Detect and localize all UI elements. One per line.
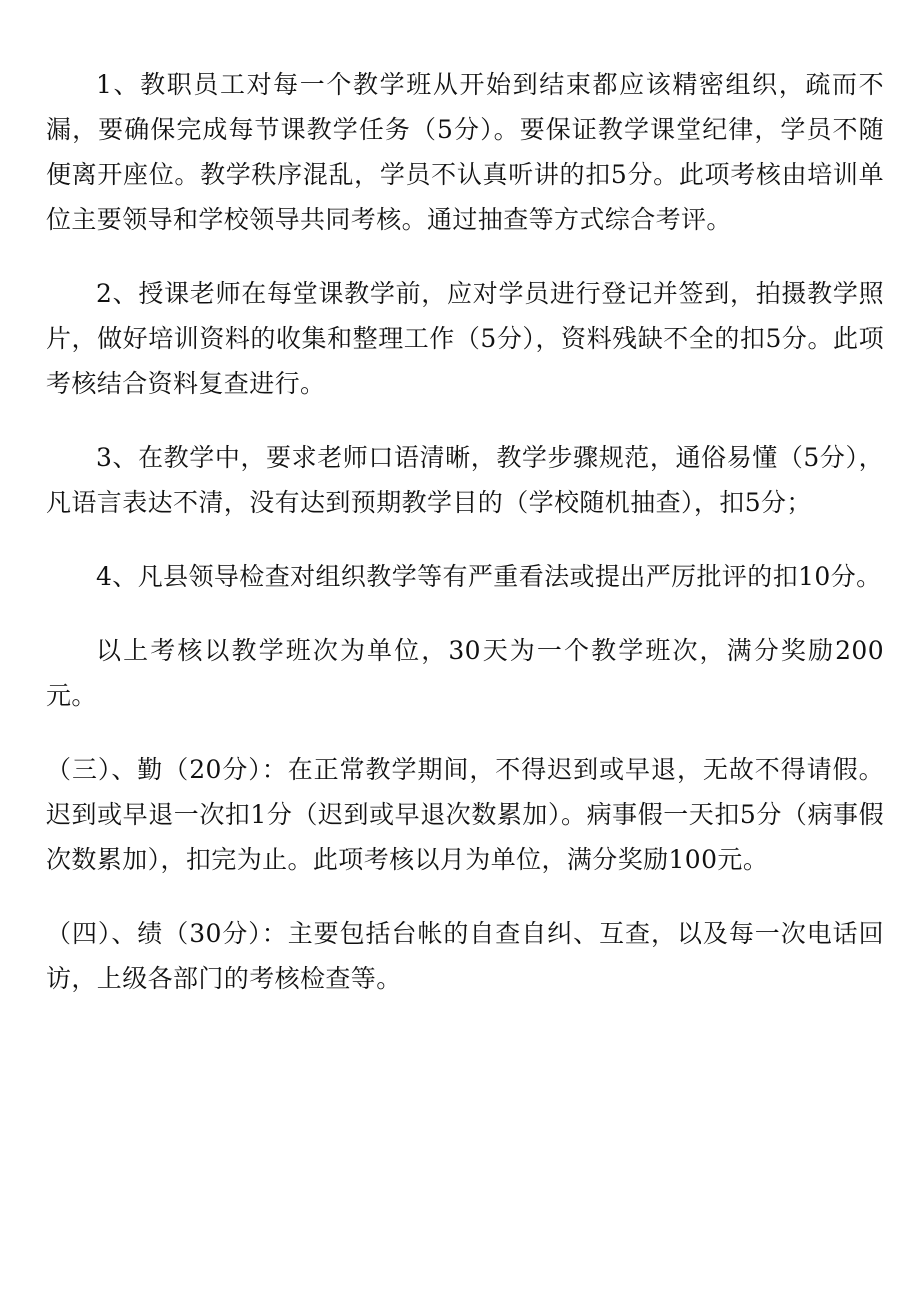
document-body xyxy=(46,62,884,1030)
paragraph-item-1: 1、教职员工对每一个教学班从开始到结束都应该精密组织，疏而不漏，要确保完成每节课教学任务（5分）。要保证教学课堂纪律，学员不随便离开座位。教学秩序混乱，学员不认真听讲的扣5分。此项考核由培训单位主要领导和学校领导共同考核。通过抽查等方式综合考评。 xyxy=(46,70,884,234)
paragraph-attendance: （三）、勤（20分）：在正常教学期间，不得迟到或早退，无故不得请假。迟到或早退一次扣1分（迟到或早退次数累加）。病事假一天扣5分（病事假次数累加），扣完为止。此项考核以月为单位，满分奖励100元。 xyxy=(46,755,884,874)
paragraph-item-2: 2、授课老师在每堂课教学前，应对学员进行登记并签到，拍摄教学照片，做好培训资料的收集和整理工作（5分），资料残缺不全的扣5分。此项考核结合资料复查进行。 xyxy=(46,279,884,398)
paragraph-item-4: 4、凡县领导检查对组织教学等有严重看法或提出严厉批评的扣10分。 xyxy=(96,562,882,591)
paragraph-summary: 以上考核以教学班次为单位，30天为一个教学班次，满分奖励200元。 xyxy=(46,636,884,710)
paragraph-performance: （四）、绩（30分）：主要包括台帐的自查自纠、互查，以及每一次电话回访，上级各部门的考核检查等。 xyxy=(46,919,884,993)
paragraph-item-3: 3、在教学中，要求老师口语清晰，教学步骤规范，通俗易懂（5分），凡语言表达不清，没有达到预期教学目的（学校随机抽查），扣5分； xyxy=(46,443,884,517)
